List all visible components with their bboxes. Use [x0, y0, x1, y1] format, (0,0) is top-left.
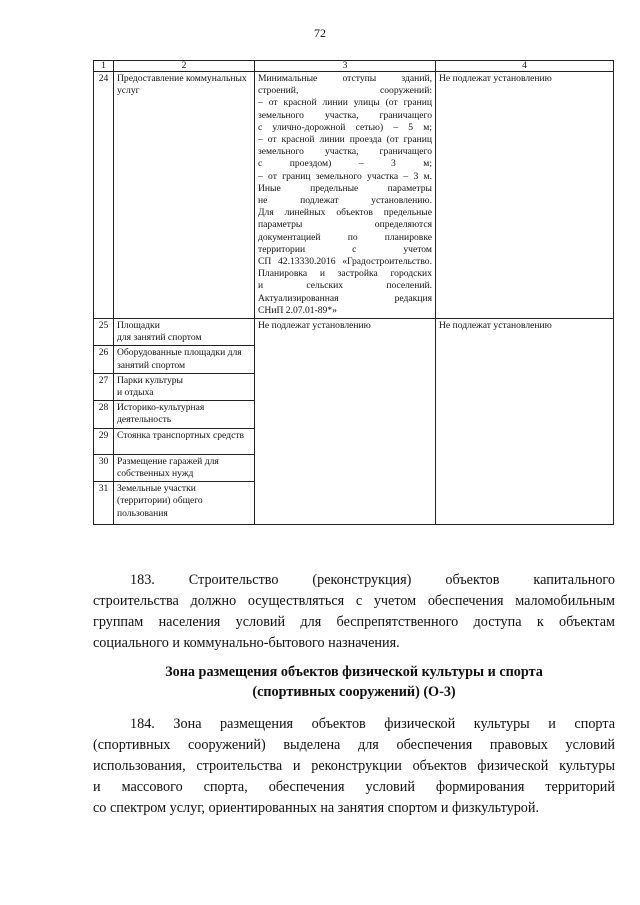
- section-heading: [93, 662, 615, 702]
- text-line: строительства должно осуществляться с учетом обеспечения маломобильным: [93, 593, 615, 609]
- row-name: Размещение гаражей для собственных нужд: [114, 454, 255, 481]
- row-number: 30: [94, 454, 114, 481]
- row-name: Оборудованные площадки для занятий спортом: [114, 346, 255, 373]
- text-line: Для линейных объектов предельные: [258, 207, 432, 219]
- text-line: со спектром услуг, ориентированных на занятия спортом и физкультурой.: [93, 800, 540, 816]
- text-line: и сельских поселений.: [258, 280, 432, 292]
- text-line: 183. Строительство (реконструкция) объектов капитального: [130, 572, 615, 588]
- text-line: – от границ земельного участка – 3 м.: [258, 170, 432, 182]
- text-line: (спортивных сооружений) выделена для обеспечения правовых условий: [93, 737, 615, 753]
- section-heading-line: Зона размещения объектов физической культуры и спорта: [165, 664, 543, 680]
- text-line: Планировка и застройка городских: [258, 268, 432, 280]
- merged-col3: Не подлежат установлению: [255, 319, 436, 525]
- text-line: 184. Зона размещения объектов физической культуры и спорта: [130, 716, 615, 732]
- table-row: [94, 319, 614, 346]
- text-line: земельного участка, граничащего: [258, 146, 432, 158]
- text-line: использования, строительства и реконструкции объектов физической культуры: [93, 758, 615, 774]
- text-line: с проездом) – 3 м;: [258, 158, 432, 170]
- section-heading-line: (спортивных сооружений) (О-3): [252, 684, 456, 700]
- table-row: [94, 72, 614, 319]
- header-col-3: 3: [255, 61, 436, 72]
- row-number: 27: [94, 373, 114, 400]
- row-name: Земельные участки (территории) общего пользования: [114, 482, 255, 525]
- text-line: Минимальные отступы зданий,: [258, 73, 432, 84]
- row-col4: Не подлежат установлению: [436, 72, 614, 319]
- text-line: территории с учетом: [258, 243, 432, 255]
- row-name: Стоянка транспортных средств: [114, 428, 255, 454]
- text-line: параметры определяются: [258, 219, 432, 231]
- text-line: социального и коммунально-бытового назначения.: [93, 635, 400, 651]
- text-line: Иные предельные параметры: [258, 182, 432, 194]
- text-line: – от красной линии проезда (от границ: [258, 134, 432, 146]
- row-name: Парки культуры и отдыха: [114, 373, 255, 400]
- page-number: 72: [314, 26, 326, 40]
- text-line: с улично-дорожной сетью) – 5 м;: [258, 121, 432, 133]
- header-col-4: 4: [436, 61, 614, 72]
- row-number: 29: [94, 428, 114, 454]
- text-line: – от красной линии улицы (от границ: [258, 97, 432, 109]
- row-number: 25: [94, 319, 114, 346]
- row-number: 26: [94, 346, 114, 373]
- row-number: 24: [94, 72, 114, 319]
- header-col-1: 1: [94, 61, 114, 72]
- row-number: 28: [94, 401, 114, 428]
- merged-col4: Не подлежат установлению: [436, 319, 614, 525]
- table-header-row: [94, 61, 614, 72]
- text-line: земельного участка, граничащего: [258, 109, 432, 121]
- row-number: 31: [94, 482, 114, 525]
- text-line: строений, сооружений:: [258, 85, 432, 97]
- row-parameters: [255, 72, 436, 319]
- paragraph-183: [93, 570, 615, 654]
- row-name: Предоставление коммунальных услуг: [114, 72, 255, 319]
- text-line: СП 42.13330.2016 «Градостроительство.: [258, 256, 432, 268]
- text-line: СНиП 2.07.01-89*»: [258, 304, 337, 316]
- text-line: документацией по планировке: [258, 231, 432, 243]
- paragraph-184: [93, 714, 615, 819]
- row-name: Историко-культурная деятельность: [114, 401, 255, 428]
- text-line: Актуализированная редакция: [258, 292, 432, 304]
- text-line: и массового спорта, обеспечения условий формирования территорий: [93, 779, 615, 795]
- header-col-2: 2: [114, 61, 255, 72]
- text-line: не подлежат установлению.: [258, 195, 432, 207]
- text-line: группам населения условий для беспрепятственного доступа к объектам: [93, 614, 615, 630]
- regulations-table: [93, 60, 614, 525]
- row-name: Площадки для занятий спортом: [114, 319, 255, 346]
